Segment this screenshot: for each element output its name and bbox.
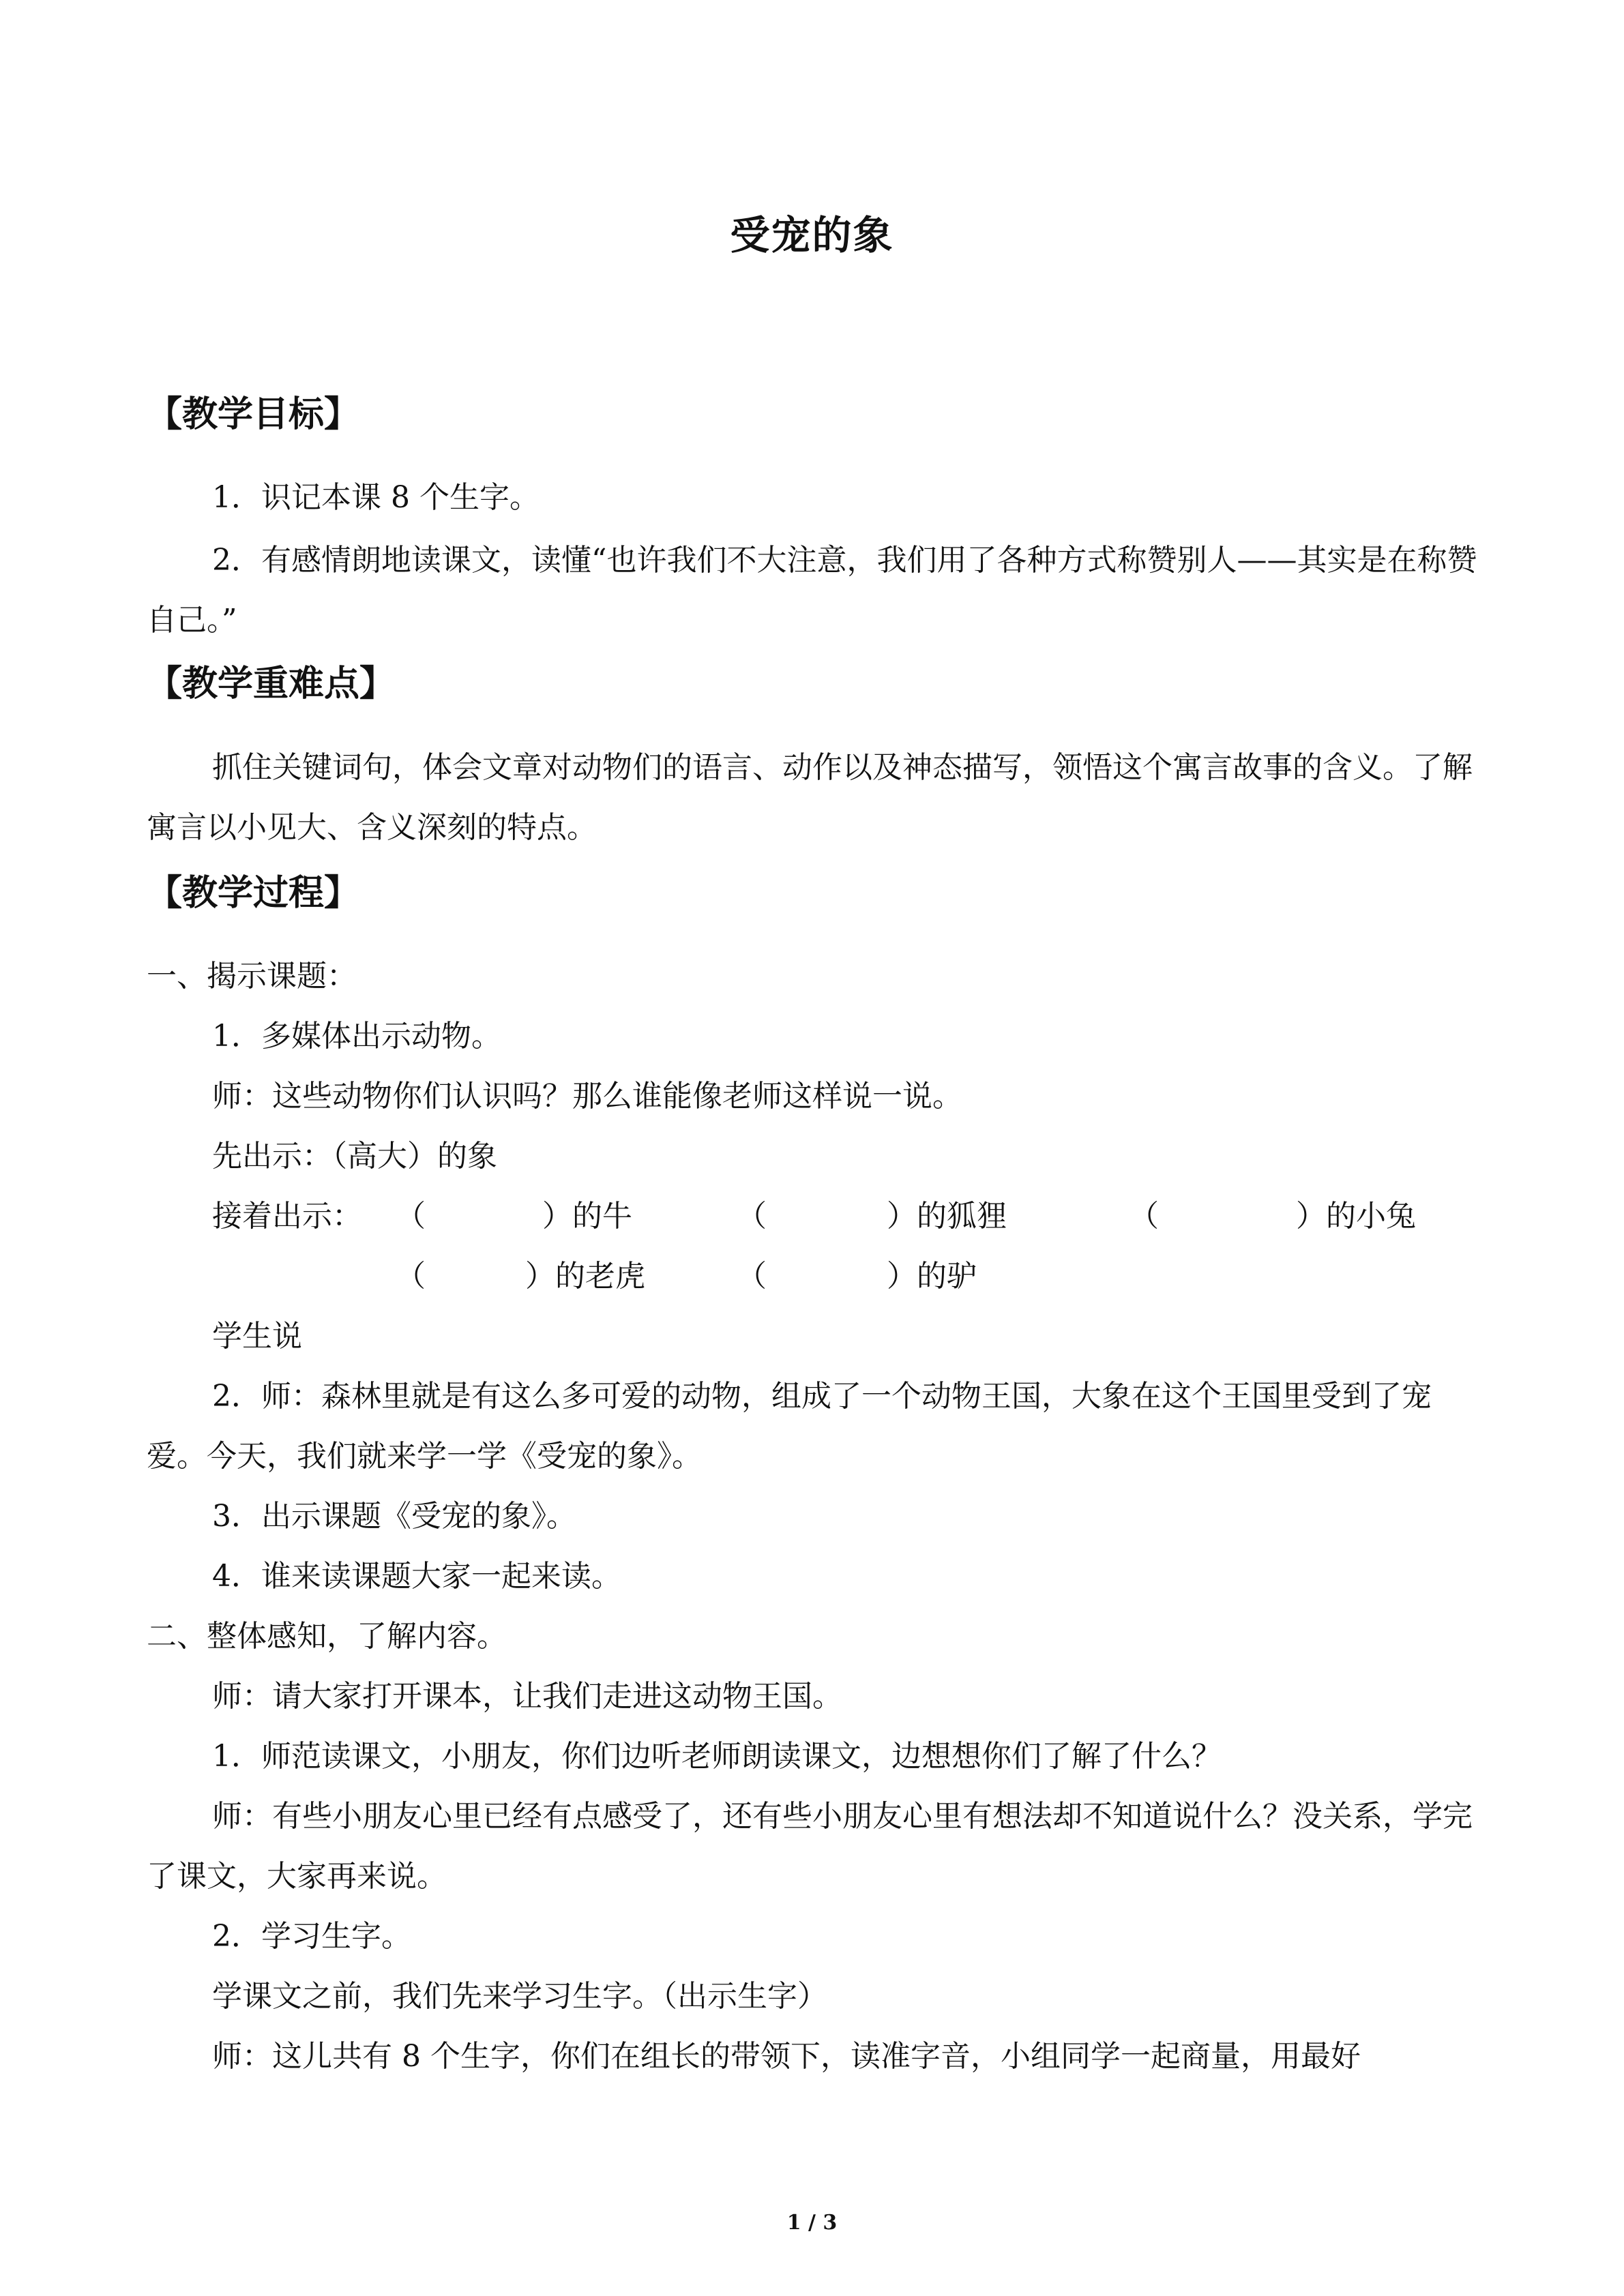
fill-open-4: （: [396, 1259, 426, 1294]
goal-item-1: 1．识记本课 8 个生字。: [212, 480, 540, 515]
fill-donkey: ）的驴: [887, 1259, 977, 1294]
section-heading-goals: 【教学目标】: [147, 394, 360, 435]
part1-title: 一、揭示课题：: [147, 959, 357, 994]
fill-intro: 接着出示：: [212, 1199, 362, 1234]
part2-line-3: 师：有些小朋友心里已经有点感受了，还有些小朋友心里有想法却不知道说什么？没关系，学完了课文，大家再来说。: [147, 1799, 1473, 1894]
part1-line-4: 学生说: [212, 1319, 302, 1354]
key-points-text: 抓住关键词句，体会文章对动物们的语言、动作以及神态描写，领悟这个寓言故事的含义。了解寓言以小见大、含义深刻的特点。: [147, 750, 1473, 845]
fill-rabbit: ）的小兔: [1296, 1199, 1416, 1234]
fill-fox: ）的狐狸: [887, 1199, 1007, 1234]
goal-item-2: 2．有感情朗地读课文，读懂“也许我们不大注意，我们用了各种方式称赞别人——其实是在称赞自己。”: [147, 543, 1477, 638]
part2-line-4: 2．学习生字。: [212, 1919, 411, 1954]
page-number: 1 / 3: [786, 2211, 838, 2235]
part1-line-6: 3．出示课题《受宠的象》。: [212, 1499, 576, 1534]
fill-tiger: ）的老虎: [525, 1259, 645, 1294]
fill-open-2: （: [737, 1199, 767, 1234]
fill-ox: ）的牛: [542, 1199, 632, 1234]
part2-line-6: 师：这儿共有 8 个生字，你们在组长的带领下，读准字音，小组同学一起商量，用最好: [212, 2039, 1361, 2074]
part1-line-5: 2．师：森林里就是有这么多可爱的动物，组成了一个动物王国，大象在这个王国里受到了宠爱。今天，我们就来学一学《受宠的象》。: [147, 1379, 1432, 1474]
part2-line-1: 师：请大家打开课本，让我们走进这动物王国。: [212, 1679, 842, 1714]
section-heading-process: 【教学过程】: [147, 873, 360, 914]
section-heading-key-points: 【教学重难点】: [147, 664, 396, 704]
part1-line-7: 4．谁来读课题大家一起来读。: [212, 1559, 621, 1594]
part2-title: 二、整体感知，了解内容。: [147, 1619, 507, 1654]
page-title: 受宠的象: [730, 212, 894, 258]
fill-open-3: （: [1129, 1199, 1159, 1234]
part1-line-2: 师：这些动物你们认识吗？那么谁能像老师这样说一说。: [212, 1079, 962, 1114]
part2-line-2: 1．师范读课文，小朋友，你们边听老师朗读课文，边想想你们了解了什么？: [212, 1739, 1222, 1774]
part1-line-1: 1．多媒体出示动物。: [212, 1019, 501, 1054]
part1-line-3: 先出示：（高大）的象: [212, 1139, 497, 1174]
fill-open-1: （: [396, 1199, 426, 1234]
part2-line-5: 学课文之前，我们先来学习生字。（出示生字）: [212, 1979, 827, 2014]
fill-open-5: （: [737, 1259, 767, 1294]
